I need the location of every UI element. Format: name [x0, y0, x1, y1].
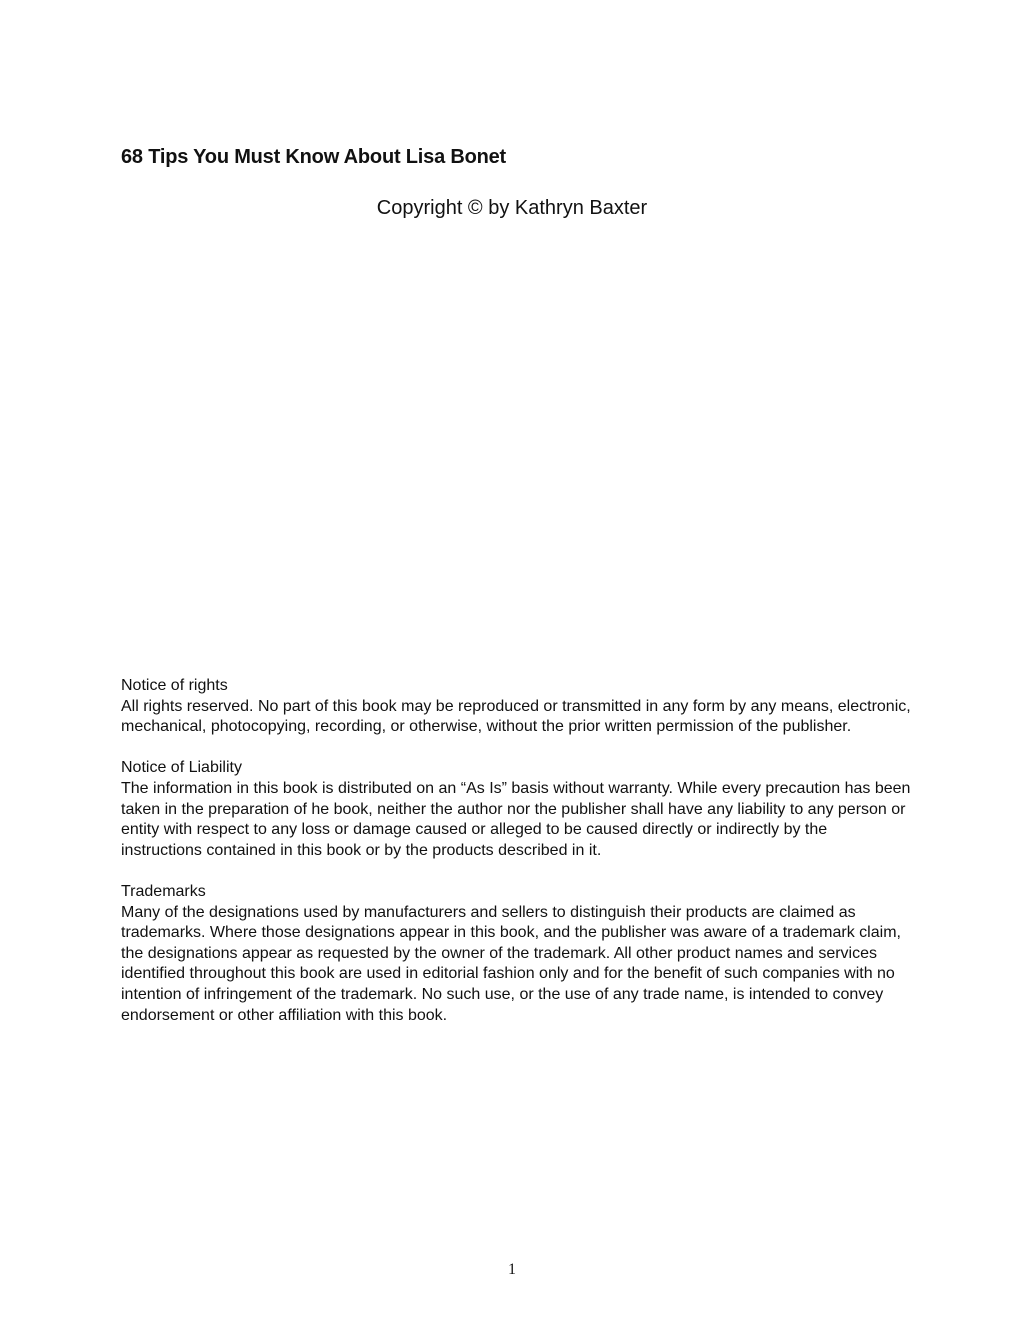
notice-of-rights-body: All rights reserved. No part of this book may be reproduced or transmitted in any form by any means, electronic, mechanical, photocopying, recording, or otherwise, without the prior written permission of the publisher. — [121, 697, 911, 736]
trademarks-heading: Trademarks — [121, 882, 206, 900]
trademarks-notice — [121, 882, 911, 1026]
notice-of-liability-body: The information in this book is distributed on an “As Is” basis without warranty. While every precaution has been taken in the preparation of he book, neither the author nor the publisher shall have any liability to any person or entity with respect to any loss or damage caused or alleged to be caused directly or indirectly by the instructions contained in this book or by the products described in it. — [121, 779, 911, 859]
trademarks-body: Many of the designations used by manufacturers and sellers to distinguish their products are claimed as trademarks. Where those designations appear in this book, and the publisher was aware of a trademark claim, the designations appear as requested by the owner of the trademark. All other product names and services identified throughout this book are used in editorial fashion only and for the benefit of such companies with no intention of infringement of the trademark. No such use, or the use of any trade name, is intended to convey endorsement or other affiliation with this book. — [121, 903, 901, 1024]
copyright-line: Copyright © by Kathryn Baxter — [376, 197, 648, 219]
notice-of-liability — [121, 758, 911, 861]
notice-of-liability-heading: Notice of Liability — [121, 759, 242, 777]
book-title: 68 Tips You Must Know About Lisa Bonet — [121, 146, 507, 168]
notice-of-rights — [121, 676, 911, 738]
page-number: 1 — [508, 1261, 516, 1278]
notice-of-rights-heading: Notice of rights — [121, 677, 228, 694]
legal-notices — [121, 676, 911, 1047]
